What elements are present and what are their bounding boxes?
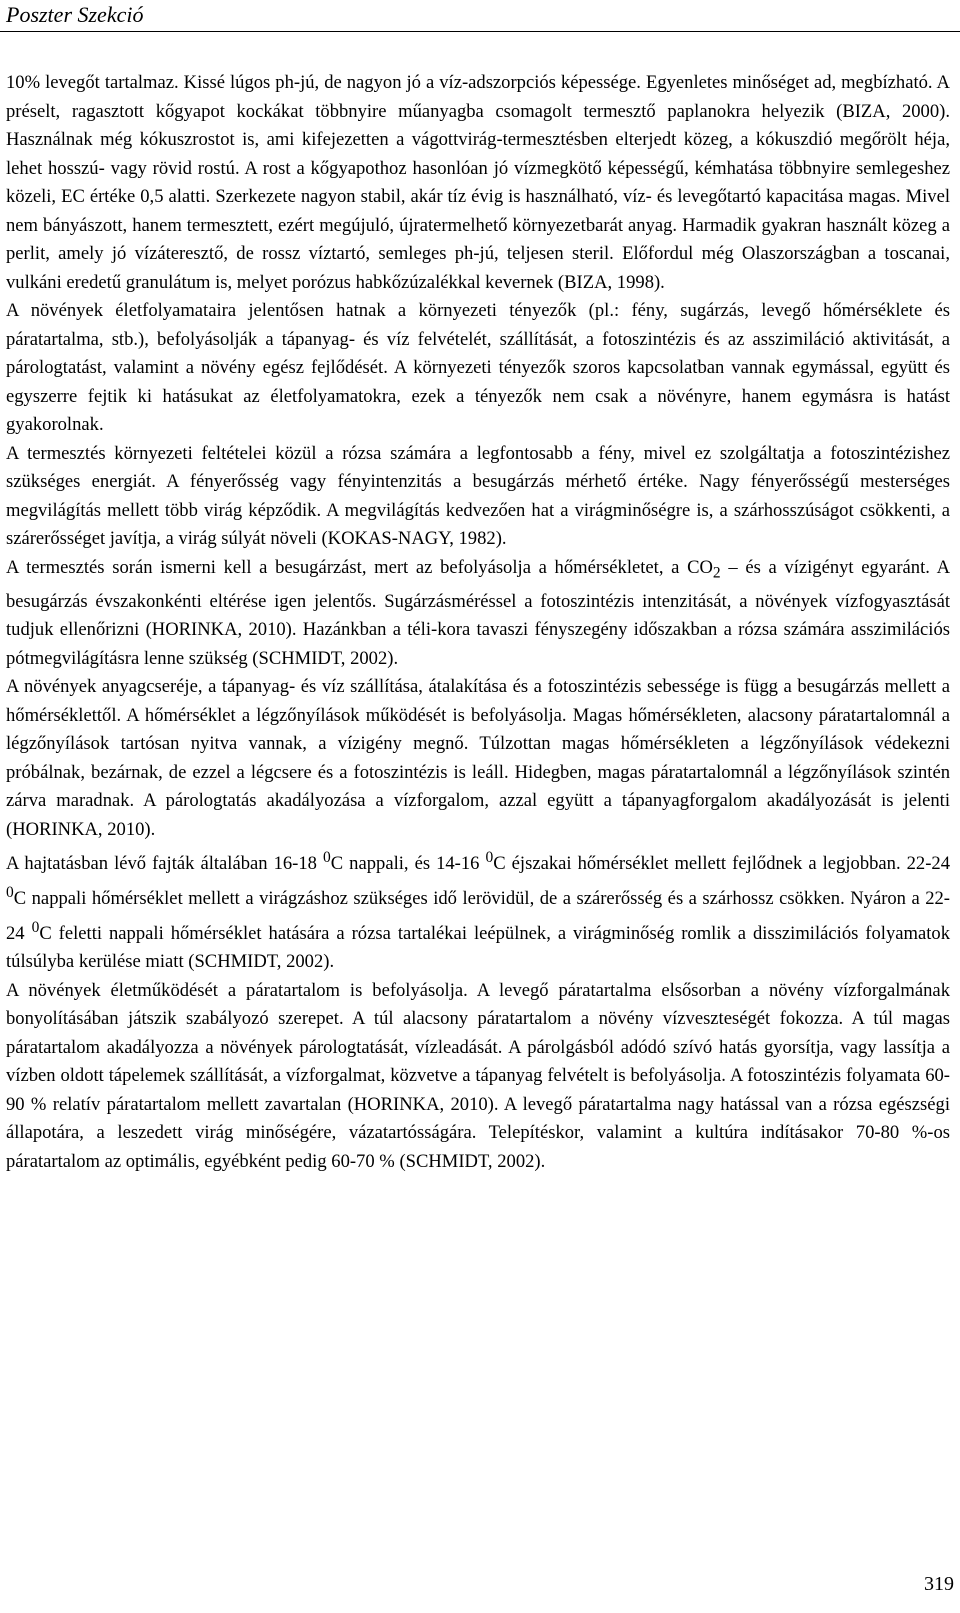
subscript: 2 — [712, 564, 721, 582]
text-run: 10% levegőt tartalmaz. Kissé lúgos ph-jú, de nagyon jó a víz-adszorpciós képessége. Egyenletes minőséget ad, megbízható. A préselt, ragasztott kőgyapot kockákat többnyire műanyagba csomagolt termesztő paplanokra helyezik (BIZA, 2000). Használnak még kókuszrostot is, ami kifejezetten a vágottvirág-termesztésben elterjedt közeg, a kókuszdió megőrölt héja, lehet hosszú- vagy rövid rostú. A rost a kőgyapothoz hasonlóan jó vízmegkötő képességű, kémhatása többnyire semlegeshez közeli, EC értéke 0,5 alatti. Szerkezete nagyon stabil, akár tíz évig is használható, víz- és levegőtartó kapacitása magas. Mivel nem bányászott, hanem termesztett, ezért megújuló, újratermelhető környezetbarát anyag. Harmadik gyakran használt közeg a perlit, amely jó vízáteresztő, de rossz víztartó, semleges ph-jú, teljesen steril. Előfordul még Olaszországban a toscanai, vulkáni eredetű granulátum is, melyet porózus habkőzúzalékkal kevernek (BIZA, 1998). — [6, 72, 950, 293]
superscript: 0 — [485, 849, 494, 867]
paragraph — [6, 554, 950, 674]
body-text — [6, 69, 950, 1176]
text-run: C nappali hőmérséklet mellett a virágzáshoz szükséges idő lerövidül, de a szárerősség és a szárhossz csökken. Nyáron a 22-24 — [6, 888, 950, 944]
text-run: A növények életműködését a páratartalom is befolyásolja. A levegő páratartalma elsősorban a növény vízforgalmának bonyolításában játszik szabályozó szerepet. A túl alacsony páratartalom a növény vízveszteségét fokozza. A túl magas páratartalom akadályozza a növények párologtatását, vízleadását. A párolgásból adódó szívó hatás gyorsítja, vagy lassítja a vízben oldott tápelemek szállítását, a vízforgalmat, közvetve a tápanyag felvételt is befolyásolja. A fotoszintézis folyamata 60-90 % relatív páratartalom mellett zavartalan (HORINKA, 2010). A levegő páratartalma nagy hatással van a rózsa egészségi állapotára, a leszedett virág minőségére, vázatartósságára. Telepítéskor, valamint a kultúra indításakor 70-80 %-os páratartalom az optimális, egyébként pedig 60-70 % (SCHMIDT, 2002). — [6, 979, 950, 1172]
header-divider — [0, 31, 960, 32]
text-run: A növények életfolyamataira jelentősen hatnak a környezeti tényezők (pl.: fény, sugárzás, levegő hőmérséklete és páratartalma, stb.), befolyásolják a tápanyag- és víz felvételét, szállítását, a fotoszintézis és az asszimiláció aktivitását, a párologtatást, valamint a növény egész fejlődését. A környezeti tényezők szoros kapcsolatban vannak egymással, együtt és egyszerre fejtik ki hatásukat az életfolyamatokra, ezek a tényezők nem csak a növényre, hanem egymásra is hatást gyakorolnak. — [6, 300, 950, 435]
paragraph — [6, 977, 950, 1177]
paragraph — [6, 673, 950, 844]
superscript: 0 — [31, 918, 40, 936]
text-run: A hajtatásban lévő fajták általában 16-18 — [6, 853, 323, 875]
superscript: 0 — [323, 849, 331, 867]
text-run: – és a vízigényt egyaránt. A besugárzás évszakonkénti eltérése igen jelentős. Sugárzásméréssel a fotoszintézis intenzitását, a növények vízfogyasztását tudjuk ellenőrizni (HORINKA, 2010). Hazánkban a téli-kora tavaszi fényszegény időszakban a rózsa számára asszimilációs pótmegvilágításra lenne szükség (SCHMIDT, 2002). — [6, 556, 950, 669]
paragraph — [6, 844, 950, 977]
text-run: A termesztés környezeti feltételei közül a rózsa számára a legfontosabb a fény, mivel ez szolgáltatja a fotoszintézishez szükséges energiát. A fényerősség vagy fényintenzitás a besugárzás mérhető értéke. Nagy fényerősségű mesterséges megvilágítás mellett több virág képződik. A megvilágítás kedvezően hat a virágminőségre is, a szárhosszúságot csökkenti, a szárerősséget javítja, a virág súlyát növeli (KOKAS-NAGY, 1982). — [6, 442, 950, 549]
page-number: 319 — [924, 1573, 954, 1595]
text-run: A termesztés során ismerni kell a besugárzást, mert az befolyásolja a hőmérsékletet, a CO — [6, 556, 713, 578]
text-run: C feletti nappali hőmérséklet hatására a rózsa tartalékai leépülnek, a virágminőség romlik a disszimilációs folyamatok túlsúlyba kerülése miatt (SCHMIDT, 2002). — [6, 922, 950, 973]
superscript: 0 — [6, 883, 14, 901]
text-run: C nappali, és 14-16 — [330, 853, 486, 875]
paragraph — [6, 297, 950, 440]
text-run: A növények anyagcseréje, a tápanyag- és víz szállítása, átalakítása és a fotoszintézis sebessége is függ a besugárzás mellett a hőmérséklettől. A hőmérséklet a légzőnyílások működését is befolyásolja. Magas hőmérsékleten, alacsony páratartalomnál a légzőnyílások tartósan nyitva vannak, a vízigény megnő. Túlzottan magas hőmérsékleten a légzőnyílások védekezni próbálnak, bezárnak, de ezzel a légcsere és a fotoszintézis is leáll. Hidegben, magas páratartalomnál a légzőnyílások szintén zárva maradnak. A párologtatás akadályozása a vízforgalom, azzal együtt a tápanyagforgalom akadályozását is jelenti (HORINKA, 2010). — [6, 676, 950, 840]
paragraph — [6, 440, 950, 554]
text-run: C éjszakai hőmérséklet mellett fejlődnek a legjobban. 22-24 — [493, 853, 951, 875]
running-header: Poszter Szekció — [6, 2, 144, 27]
paragraph — [6, 69, 950, 297]
